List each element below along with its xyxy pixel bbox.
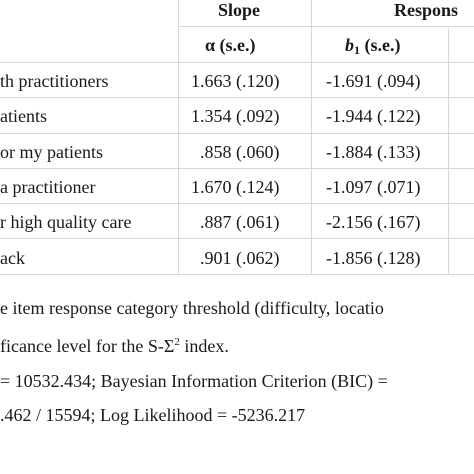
note-significance-end: index. <box>179 336 229 356</box>
rule-table-bottom <box>0 274 474 275</box>
row-item-label: th practitioners <box>0 71 109 91</box>
row-slope-value: 1.663 (.120) <box>191 71 280 91</box>
row-item-label: r high quality care <box>0 212 132 232</box>
row-slope-value: .887 (.061) <box>200 212 280 232</box>
b1-se: (s.e.) <box>360 35 401 55</box>
rule-header-bottom <box>0 62 474 63</box>
rule-row-4 <box>0 203 474 204</box>
header-slope: Slope <box>218 0 261 20</box>
b1-subscript: 1 <box>354 43 360 57</box>
note-log-likelihood: .462 / 15594; Log Likelihood = -5236.217 <box>0 405 306 425</box>
row-item-label: ack <box>0 248 25 268</box>
row-slope-value: .858 (.060) <box>200 142 280 162</box>
row-b1-value: -1.884 (.133) <box>326 142 421 162</box>
row-b1-value: -1.691 (.094) <box>326 71 421 91</box>
subheader-b1 <box>345 36 400 56</box>
note-aic-bic: = 10532.434; Bayesian Information Criterion (BIC) = <box>0 371 388 391</box>
row-b1-value: -1.856 (.128) <box>326 248 421 268</box>
note-significance <box>0 337 229 355</box>
vrule-item-slope <box>178 0 179 274</box>
vrule-response-next <box>448 28 449 274</box>
row-b1-value: -1.097 (.071) <box>326 177 421 197</box>
row-slope-value: 1.354 (.092) <box>191 106 280 126</box>
row-slope-value: 1.670 (.124) <box>191 177 280 197</box>
header-response: Respons <box>394 0 459 20</box>
rule-row-1 <box>0 97 474 98</box>
row-item-label: or my patients <box>0 142 103 162</box>
row-slope-value: .901 (.062) <box>200 248 280 268</box>
row-item-label: a practitioner <box>0 177 96 197</box>
rule-row-5 <box>0 238 474 239</box>
note-threshold: e item response category threshold (difficulty, locatio <box>0 298 384 318</box>
row-item-label: atients <box>0 106 47 126</box>
rule-row-3 <box>0 168 474 169</box>
note-significance-sup: 2 <box>174 336 180 348</box>
b1-symbol: b <box>345 35 354 55</box>
rule-header-mid <box>178 26 474 27</box>
subheader-alpha: α (s.e.) <box>205 35 256 55</box>
rule-row-2 <box>0 133 474 134</box>
vrule-slope-response <box>311 0 312 274</box>
row-b1-value: -2.156 (.167) <box>326 212 421 232</box>
row-b1-value: -1.944 (.122) <box>326 106 421 126</box>
note-significance-text: ficance level for the S-Σ <box>0 336 175 356</box>
